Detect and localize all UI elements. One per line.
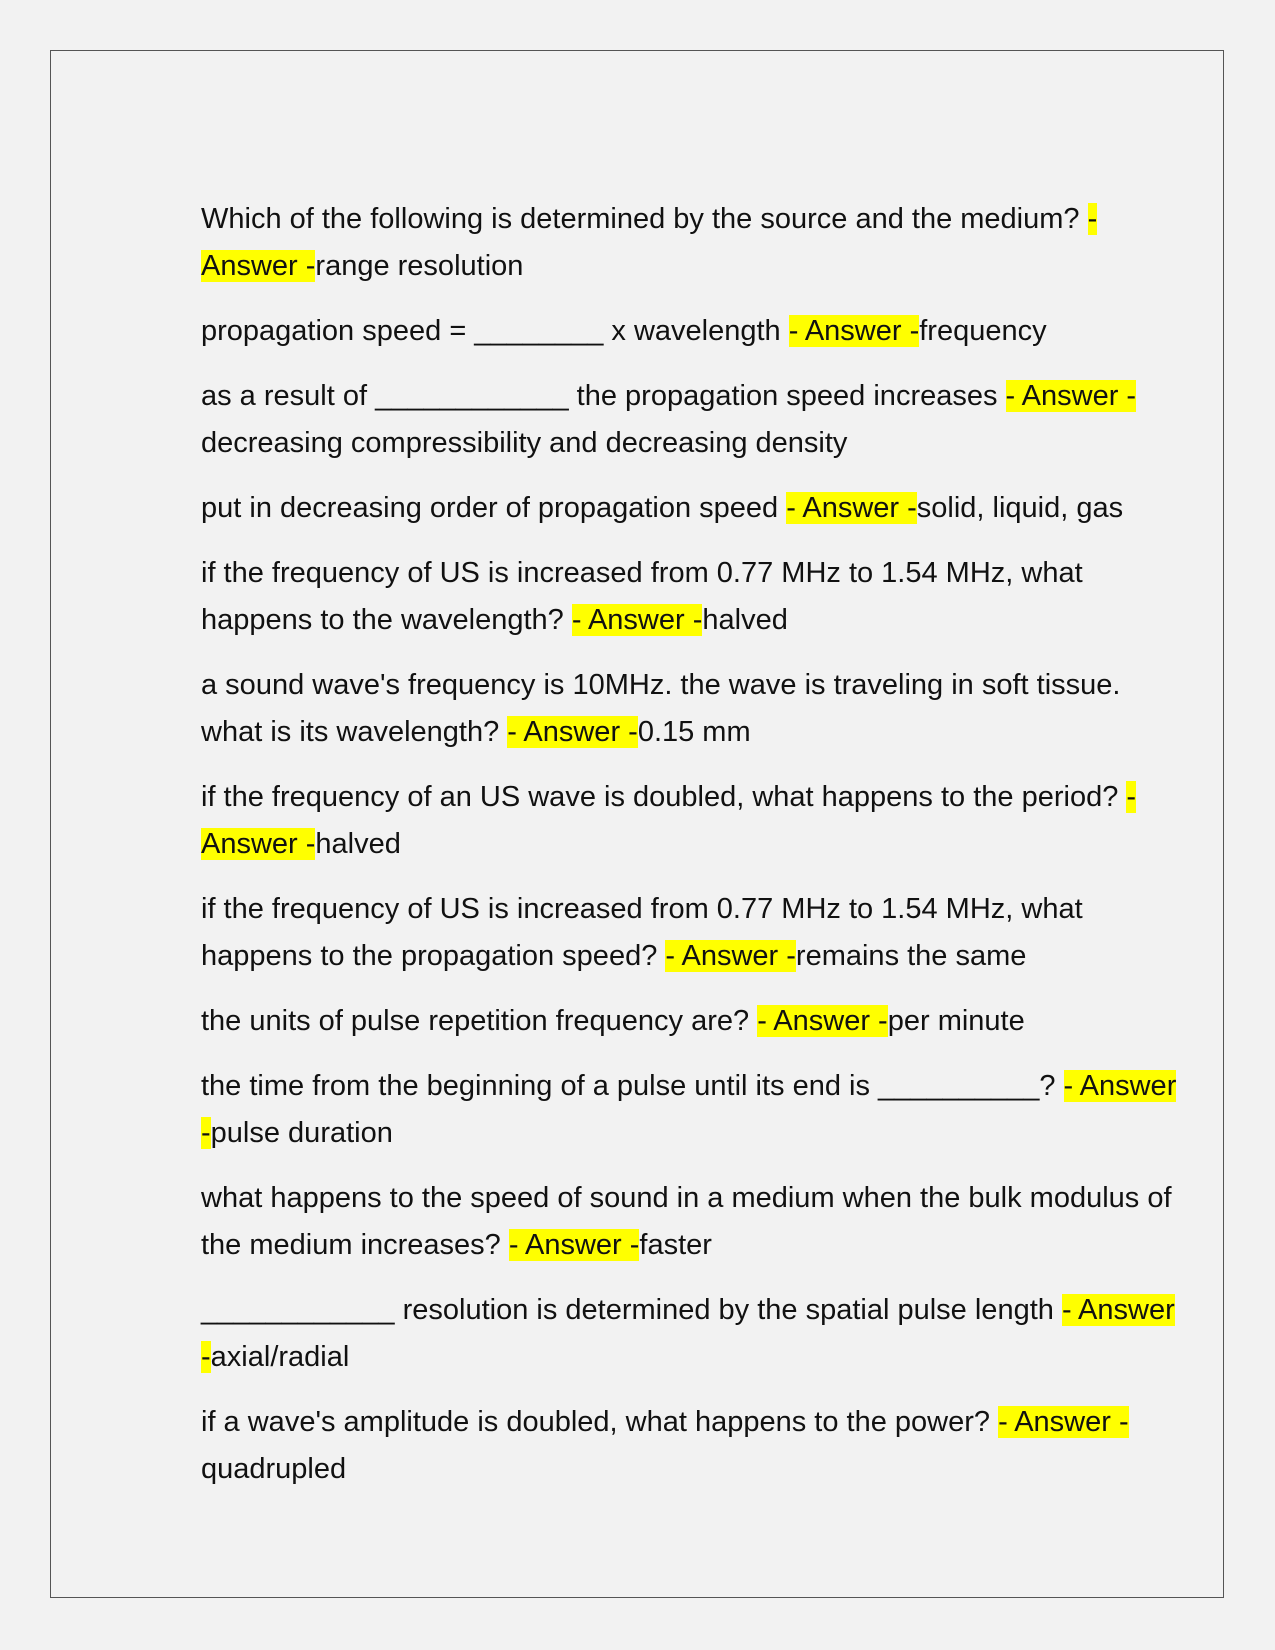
answer-text: axial/radial (210, 1341, 350, 1373)
answer-marker: - Answer - (757, 1005, 888, 1037)
answer-text: 0.15 mm (637, 716, 751, 748)
question-text: if the frequency of US is increased from 0.77 MHz to 1.54 MHz, what happens to the wavelength? (201, 557, 1083, 636)
answer-marker: - Answer - (201, 1294, 1175, 1373)
answer-text: solid, liquid, gas (916, 492, 1124, 524)
answer-marker: - Answer - (508, 1229, 640, 1261)
answer-marker: - Answer - (788, 315, 920, 347)
question-text: the time from the beginning of a pulse until its end is __________? (201, 1070, 1064, 1102)
qa-item (201, 485, 1186, 532)
answer-marker: - Answer - (571, 604, 703, 636)
qa-item (201, 196, 1186, 290)
answer-marker: - Answer - (201, 203, 1098, 282)
answer-marker: - Answer - (786, 492, 917, 524)
question-text: put in decreasing order of propagation speed (201, 492, 787, 524)
answer-text: remains the same (795, 940, 1027, 972)
qa-item (201, 1063, 1186, 1157)
qa-item (201, 373, 1186, 467)
qa-item (201, 308, 1186, 355)
answer-marker: - Answer - (201, 781, 1137, 860)
answer-text: faster (639, 1229, 712, 1261)
answer-text: frequency (919, 315, 1047, 347)
answer-text: decreasing compressibility and decreasing density (201, 427, 848, 459)
question-text: if the frequency of US is increased from 0.77 MHz to 1.54 MHz, what happens to the propagation speed? (201, 893, 1083, 972)
answer-marker: - Answer - (201, 1070, 1177, 1149)
qa-item (201, 550, 1186, 644)
question-text: the units of pulse repetition frequency are? (201, 1005, 758, 1037)
answer-text: halved (315, 828, 401, 860)
answer-text: per minute (887, 1005, 1025, 1037)
qa-item (201, 1175, 1186, 1269)
page-frame (50, 50, 1224, 1598)
answer-text: quadrupled (201, 1453, 347, 1485)
qa-item (201, 1399, 1186, 1493)
qa-item (201, 998, 1186, 1045)
answer-marker: - Answer - (1005, 380, 1137, 412)
answer-text: pulse duration (210, 1117, 393, 1149)
answer-marker: - Answer - (665, 940, 796, 972)
answer-text: halved (702, 604, 788, 636)
question-text: propagation speed = ________ x wavelength (201, 315, 789, 347)
answer-marker: - Answer - (507, 716, 638, 748)
question-text: a sound wave's frequency is 10MHz. the wave is traveling in soft tissue. what is its wavelength? (201, 669, 1121, 748)
question-text: ____________ resolution is determined by the spatial pulse length (201, 1294, 1062, 1326)
qa-item (201, 774, 1186, 868)
question-text: if the frequency of an US wave is doubled, what happens to the period? (201, 781, 1127, 813)
qa-item (201, 886, 1186, 980)
qa-list (201, 196, 1186, 1511)
qa-item (201, 662, 1186, 756)
question-text: if a wave's amplitude is doubled, what happens to the power? (201, 1406, 999, 1438)
qa-item (201, 1287, 1186, 1381)
answer-marker: - Answer - (998, 1406, 1129, 1438)
question-text: Which of the following is determined by the source and the medium? (201, 203, 1088, 235)
question-text: as a result of ____________ the propagation speed increases (201, 380, 1006, 412)
answer-text: range resolution (315, 250, 524, 282)
question-text: what happens to the speed of sound in a medium when the bulk modulus of the medium increases? (201, 1182, 1172, 1261)
